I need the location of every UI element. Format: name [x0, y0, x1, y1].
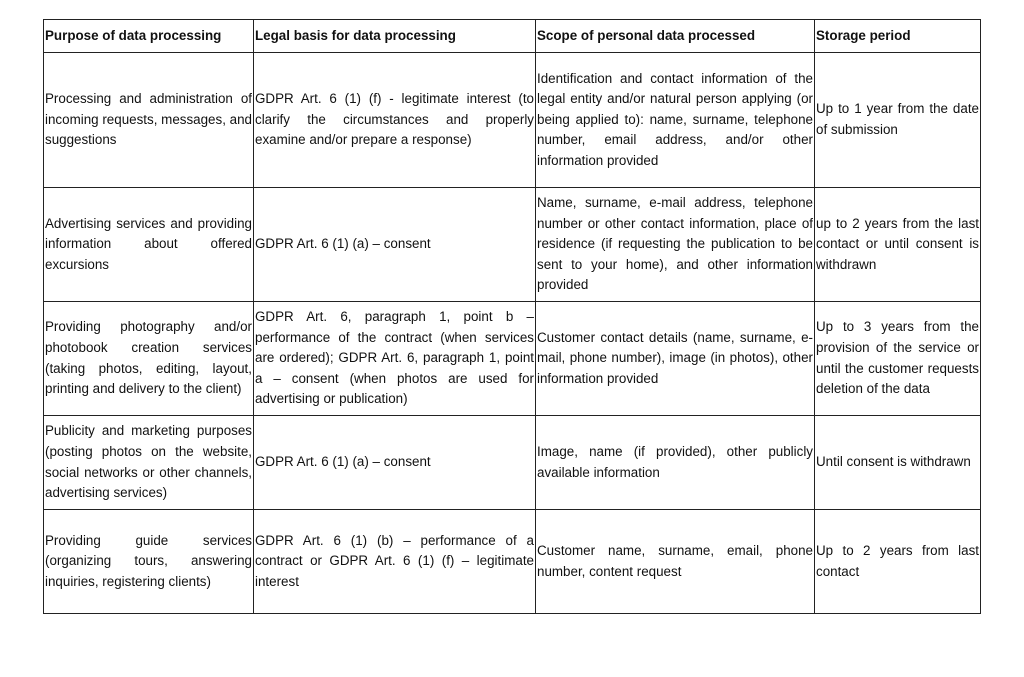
header-legal-basis: Legal basis for data processing	[254, 20, 536, 53]
cell-scope: Name, surname, e-mail address, telephone number or other contact information, place of residence (if requesting the publication to be sent to your home), and other information provided	[536, 188, 815, 302]
cell-legal-basis: GDPR Art. 6, paragraph 1, point b – performance of the contract (when services are ordered); GDPR Art. 6, paragraph 1, point a – consent (when photos are used for advertising or publication)	[254, 302, 536, 416]
table-row	[44, 188, 981, 302]
cell-purpose: Processing and administration of incoming requests, messages, and suggestions	[44, 53, 254, 188]
cell-scope: Customer name, surname, email, phone number, content request	[536, 510, 815, 614]
cell-storage-period: Up to 2 years from last contact	[815, 510, 981, 614]
cell-storage-period: Up to 3 years from the provision of the service or until the customer requests deletion of the data	[815, 302, 981, 416]
cell-storage-period: up to 2 years from the last contact or until consent is withdrawn	[815, 188, 981, 302]
cell-scope: Image, name (if provided), other publicly available information	[536, 416, 815, 510]
cell-storage-period: Up to 1 year from the date of submission	[815, 53, 981, 188]
table-row	[44, 510, 981, 614]
cell-legal-basis: GDPR Art. 6 (1) (a) – consent	[254, 416, 536, 510]
table-row	[44, 302, 981, 416]
header-storage-period: Storage period	[815, 20, 981, 53]
table-row	[44, 416, 981, 510]
cell-legal-basis: GDPR Art. 6 (1) (f) - legitimate interest (to clarify the circumstances and properly examine and/or prepare a response)	[254, 53, 536, 188]
cell-scope: Customer contact details (name, surname, e-mail, phone number), image (in photos), other information provided	[536, 302, 815, 416]
header-purpose: Purpose of data processing	[44, 20, 254, 53]
table-header-row	[44, 20, 981, 53]
cell-legal-basis: GDPR Art. 6 (1) (a) – consent	[254, 188, 536, 302]
table-row	[44, 53, 981, 188]
cell-purpose: Providing photography and/or photobook creation services (taking photos, editing, layout, printing and delivery to the client)	[44, 302, 254, 416]
cell-legal-basis: GDPR Art. 6 (1) (b) – performance of a contract or GDPR Art. 6 (1) (f) – legitimate interest	[254, 510, 536, 614]
cell-purpose: Publicity and marketing purposes (posting photos on the website, social networks or other channels, advertising services)	[44, 416, 254, 510]
cell-purpose: Advertising services and providing information about offered excursions	[44, 188, 254, 302]
header-scope: Scope of personal data processed	[536, 20, 815, 53]
cell-purpose: Providing guide services (organizing tours, answering inquiries, registering clients)	[44, 510, 254, 614]
data-processing-table	[43, 19, 981, 614]
cell-storage-period: Until consent is withdrawn	[815, 416, 981, 510]
cell-scope: Identification and contact information of the legal entity and/or natural person applying (or being applied to): name, surname, telephone number, email address, and/or other information provided	[536, 53, 815, 188]
